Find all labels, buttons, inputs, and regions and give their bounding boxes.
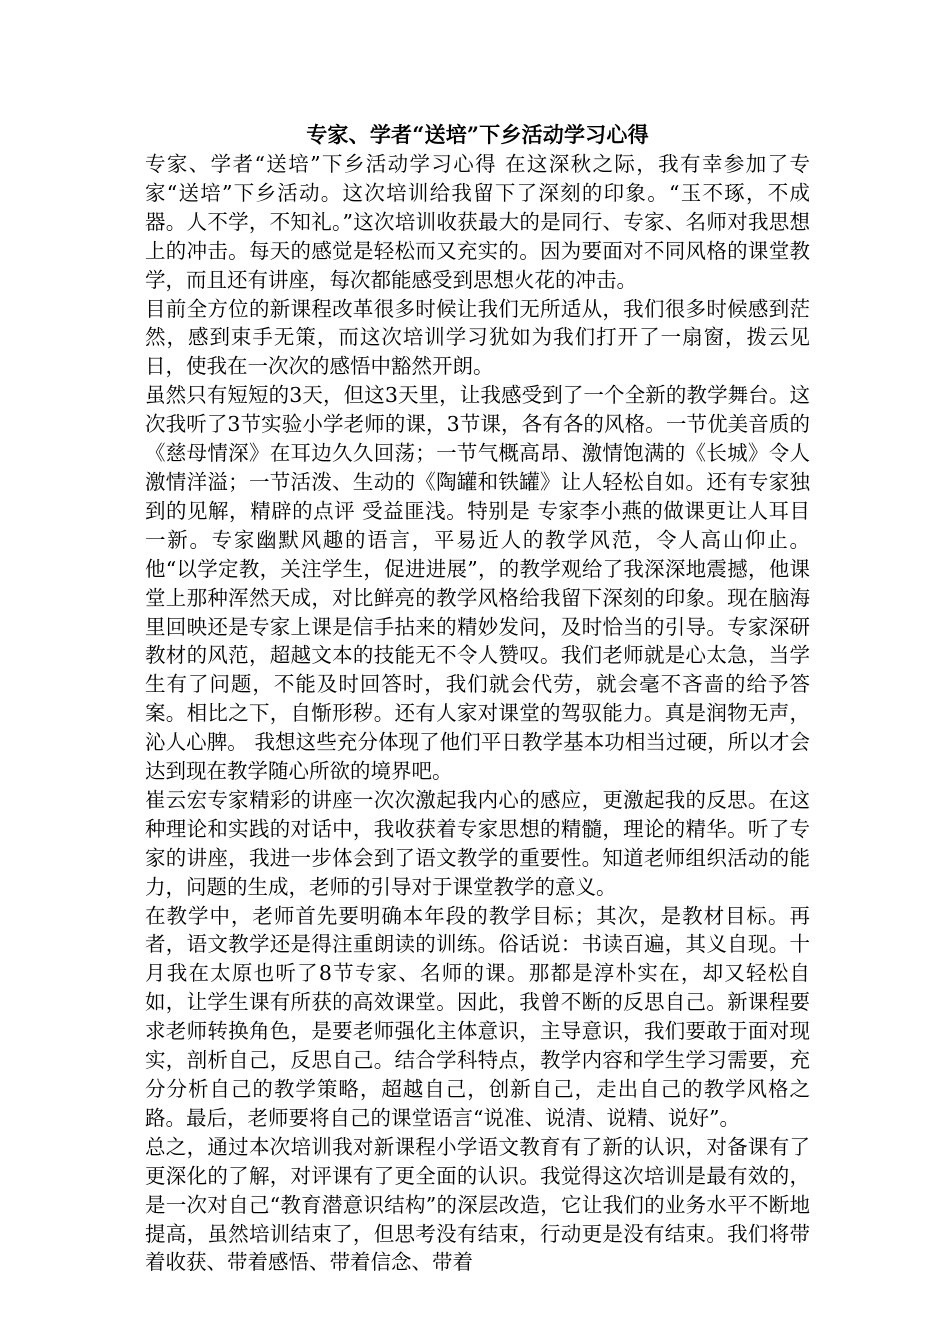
document-title: 专家、学者“送培”下乡活动学习心得 — [306, 122, 649, 147]
paragraph-3: 虽然只有短短的3天，但这3天里，让我感受到了一个全新的教学舞台。这次我听了3节实验小学老师的课，3节课，各有各的风格。一节优美音质的《慈母情深》在耳边久久回荡；一节气概高昂、激情饱满的《长城》令人激情洋溢；一节活泼、生动的《陶罐和铁罐》让人轻松自如。还有专家独到的见解，精辟的点评 受益匪浅。特别是 专家李小燕的做课更让人耳目一新。专家幽默风趣的语言，平易近人的教学风范，令人高山仰止。他“以学定教，关注学生，促进进展”，的教学观给了我深深地震撼，他课堂上那种浑然天成，对比鲜亮的教学风格给我留下深刻的印象。现在脑海里回映还是专家上课是信手拈来的精妙发问，及时恰当的引导。专家深研教材的风范，超越文本的技能无不令人赞叹。我们老师就是心太急，当学生有了问题，不能及时回答时，我们就会代劳，就会毫不吝啬的给予答案。相比之下，自惭形秽。还有人家对课堂的驾驭能力。真是润物无声，沁人心脾。 我想这些充分体现了他们平日教学基本功相当过硬，所以才会达到现在教学随心所欲的境界吧。 — [145, 383, 810, 784]
paragraph-6: 总之，通过本次培训我对新课程小学语文教育有了新的认识，对备课有了更深化的了解，对评课有了更全面的认识。我觉得这次培训是最有效的，是一次对自己“教育潜意识结构”的深层改造，它让我们的业务水平不断地提高，虽然培训结束了，但思考没有结束，行动更是没有结束。我们将带着收获、带着感悟、带着信念、带着 — [145, 1134, 810, 1275]
paragraph-4: 崔云宏专家精彩的讲座一次次激起我内心的感应，更激起我的反思。在这种理论和实践的对话中，我收获着专家思想的精髓，理论的精华。听了专家的讲座，我进一步体会到了语文教学的重要性。知道老师组织活动的能力，问题的生成，老师的引导对于课堂教学的意义。 — [145, 787, 810, 899]
document-body — [145, 120, 810, 1277]
paragraph-1: 专家、学者“送培”下乡活动学习心得 在这深秋之际，我有幸参加了专家“送培”下乡活动。这次培训给我留下了深刻的印象。“玉不琢，不成器。人不学，不知礼。”这次培训收获最大的是同行、专家、名师对我思想上的冲击。每天的感觉是轻松而又充实的。因为要面对不同风格的课堂教学，而且还有讲座，每次都能感受到思想火花的冲击。 — [145, 152, 810, 292]
paragraph-2: 目前全方位的新课程改革很多时候让我们无所适从，我们很多时候感到茫然，感到束手无策，而这次培训学习犹如为我们打开了一扇窗，拨云见日，使我在一次次的感悟中豁然开朗。 — [145, 296, 810, 379]
paragraph-5: 在教学中，老师首先要明确本年段的教学目标；其次，是教材目标。再者，语文教学还是得注重朗读的训练。俗话说：书读百遍，其义自现。十月我在太原也听了8节专家、名师的课。那都是淳朴实在，却又轻松自如，让学生课有所获的高效课堂。因此，我曾不断的反思自己。新课程要求老师转换角色，是要老师强化主体意识，主导意识，我们要敢于面对现实，剖析自己，反思自己。结合学科特点，教学内容和学生学习需要，充分分析自己的教学策略，超越自己，创新自己，走出自己的教学风格之路。最后，老师要将自己的课堂语言“说准、说清、说精、说好”。 — [145, 903, 810, 1130]
